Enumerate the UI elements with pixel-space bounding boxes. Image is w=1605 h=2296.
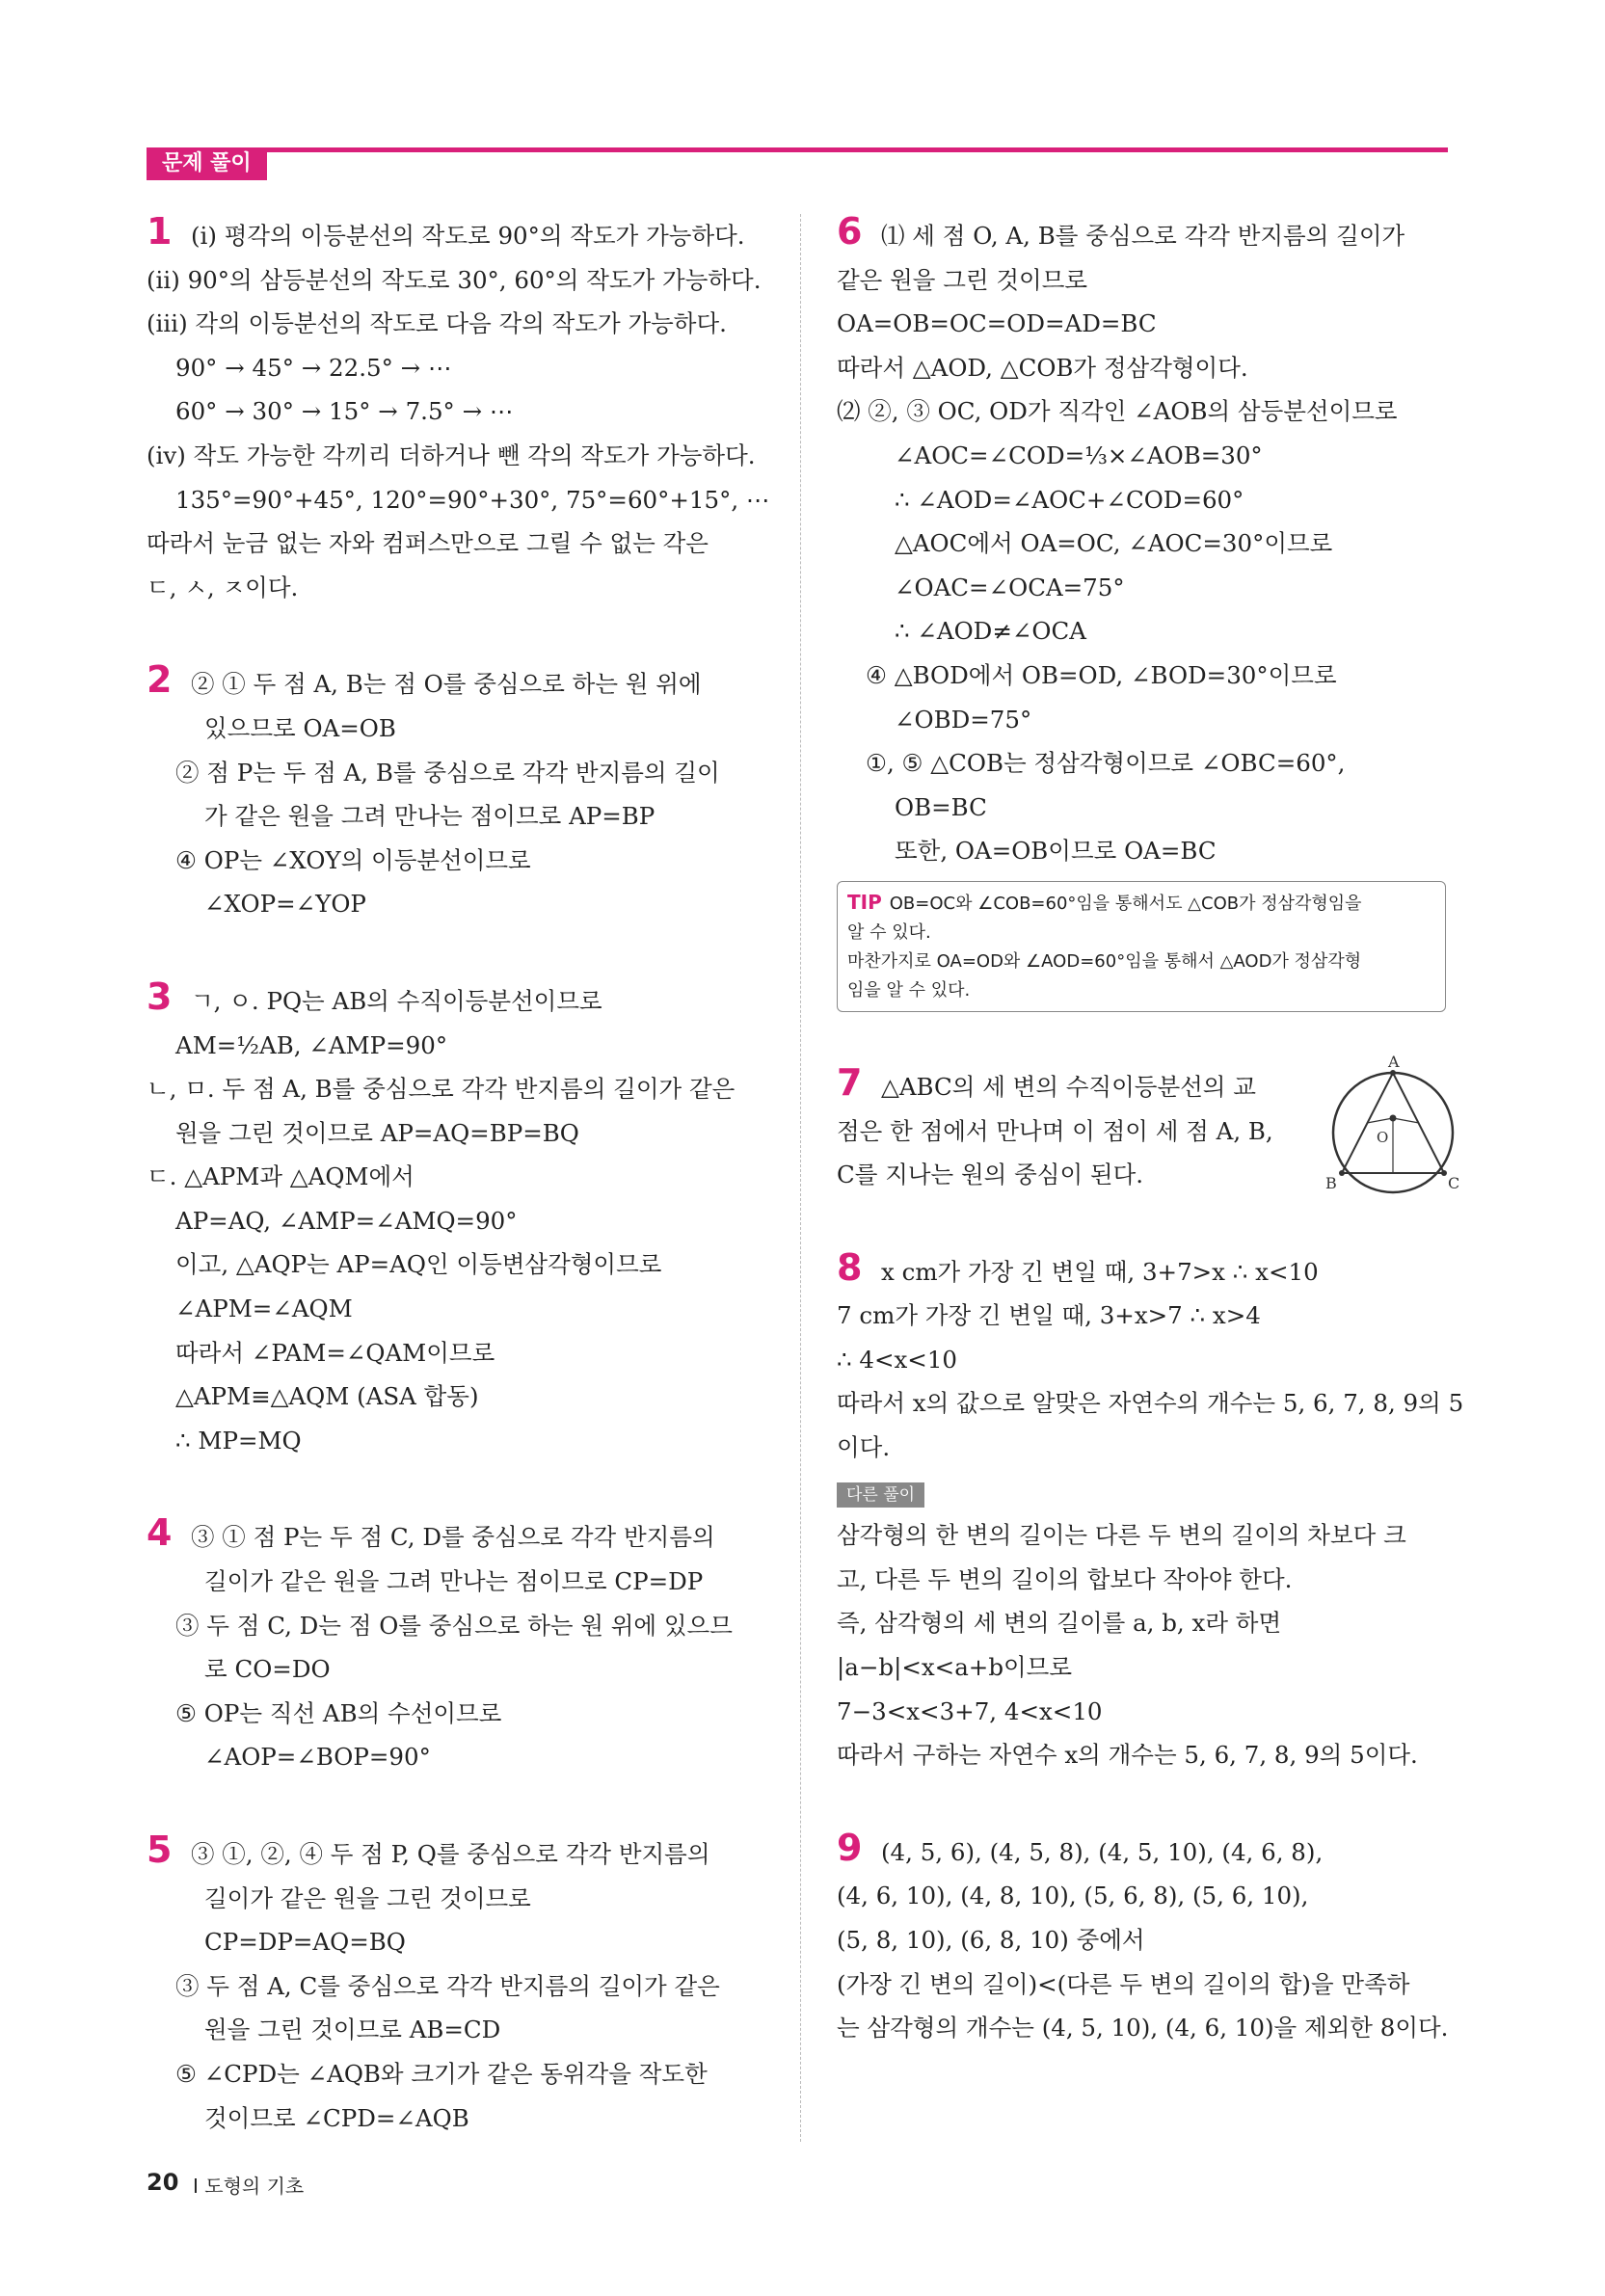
solution-line: (5, 8, 10), (6, 8, 10) 중에서: [837, 1926, 1145, 1954]
page-number: 20: [147, 2169, 179, 2196]
tip-label: TIP: [847, 890, 882, 914]
solution-line: ∴ ∠AOD≠∠OCA: [895, 617, 1086, 646]
solution-line: 따라서 △AOD, △COB가 정삼각형이다.: [837, 353, 1248, 382]
tip-line: OB=OC와 ∠COB=60°임을 통해서도 △COB가 정삼각형임을: [889, 893, 1362, 914]
solution-line: ⑴ 세 점 O, A, B를 중심으로 각각 반지름의 길이가: [881, 222, 1405, 250]
solution-line: 것이므로 ∠CPD=∠AQB: [204, 2103, 469, 2132]
solution-line: ② 점 P는 두 점 A, B를 중심으로 각각 반지름의 길이: [175, 758, 720, 787]
solution-line: 60° → 30° → 15° → 7.5° → ⋯: [175, 397, 514, 426]
solution-line: ③ 두 점 C, D는 점 O를 중심으로 하는 원 위에 있으므: [175, 1611, 733, 1640]
problem-number: 5: [147, 1829, 173, 1871]
solution-line: ①, ⑤ △COB는 정삼각형이므로 ∠OBC=60°,: [866, 749, 1346, 778]
solution-line: △AOC에서 OA=OC, ∠AOC=30°이므로: [895, 529, 1333, 558]
solution-line: ③ ① 점 P는 두 점 C, D를 중심으로 각각 반지름의: [191, 1523, 715, 1552]
solution-line: ④ OP는 ∠XOY의 이등분선이므로: [175, 845, 531, 874]
solution-line: ∠OAC=∠OCA=75°: [895, 573, 1125, 601]
solution-line: ㄷ. △APM과 △AQM에서: [147, 1162, 415, 1191]
tip-box: [837, 881, 1446, 1012]
problem-number: 2: [147, 658, 173, 702]
solution-line: CP=DP=AQ=BQ: [204, 1928, 406, 1957]
solution-line: 점은 한 점에서 만나며 이 점이 세 점 A, B,: [837, 1116, 1273, 1145]
column-divider: [800, 214, 801, 2142]
problem-number: 7: [837, 1060, 863, 1104]
problem-number: 1: [147, 210, 173, 253]
solution-line: ㄱ, ㅇ. PQ는 AB의 수직이등분선이므로: [191, 986, 602, 1015]
problem-2: [147, 658, 763, 926]
vertex-c-label: C: [1448, 1173, 1460, 1192]
solution-line: 따라서 ∠PAM=∠QAM이므로: [175, 1338, 495, 1367]
left-column: [147, 210, 770, 2140]
solution-line: ∠XOP=∠YOP: [204, 890, 366, 919]
solution-line: ㄴ, ㅁ. 두 점 A, B를 중심으로 각각 반지름의 길이가 같은: [147, 1075, 736, 1104]
problem-4: [147, 1511, 763, 1779]
problem-number: 6: [837, 210, 863, 253]
solution-line: △ABC의 세 변의 수직이등분선의 교: [881, 1072, 1256, 1101]
solution-line: 이고, △AQP는 AP=AQ인 이등변삼각형이므로: [175, 1250, 662, 1279]
problem-9: [837, 1826, 1454, 2050]
solution-line: 따라서 눈금 없는 자와 컴퍼스만으로 그릴 수 없는 각은: [147, 529, 709, 558]
solution-line: 삼각형의 한 변의 길이는 다른 두 변의 길이의 차보다 크: [837, 1521, 1406, 1550]
solution-line: C를 지나는 원의 중심이 된다.: [837, 1161, 1144, 1189]
solution-line: (4, 6, 10), (4, 8, 10), (5, 6, 8), (5, 6, 10),: [837, 1882, 1309, 1910]
solution-line: 즉, 삼각형의 세 변의 길이를 a, b, x라 하면: [837, 1609, 1282, 1638]
solution-line: ⑤ OP는 직선 AB의 수선이므로: [175, 1698, 502, 1727]
solution-line: ③ ①, ②, ④ 두 점 P, Q를 중심으로 각각 반지름의: [191, 1840, 710, 1868]
problem-7: [837, 1055, 1460, 1197]
solution-line: ∠AOP=∠BOP=90°: [204, 1743, 431, 1772]
solution-line: OA=OB=OC=OD=AD=BC: [837, 309, 1157, 338]
solution-line: 따라서 x의 값으로 알맞은 자연수의 개수는 5, 6, 7, 8, 9의 5: [837, 1389, 1464, 1418]
solution-line: ⑤ ∠CPD는 ∠AQB와 크기가 같은 동위각을 작도한: [175, 2059, 708, 2088]
problem-number: 9: [837, 1826, 863, 1869]
solution-line: (4, 5, 6), (4, 5, 8), (4, 5, 10), (4, 6, 8),: [881, 1837, 1324, 1866]
solution-line: (ⅱ) 90°의 삼등분선의 작도로 30°, 60°의 작도가 가능하다.: [147, 265, 762, 294]
vertex-a-label: A: [1388, 1055, 1400, 1071]
solution-line: 원을 그린 것이므로 AP=AQ=BP=BQ: [175, 1118, 579, 1147]
problem-5: [147, 1829, 763, 2140]
solution-line: ∴ ∠AOD=∠AOC+∠COD=60°: [895, 485, 1244, 514]
solution-line: (가장 긴 변의 길이)<(다른 두 변의 길이의 합)을 만족하: [837, 1969, 1410, 1998]
solution-line: △APM≡△AQM (ASA 합동): [175, 1382, 479, 1411]
solution-line: 고, 다른 두 변의 길이의 합보다 작아야 한다.: [837, 1564, 1293, 1593]
section-tab: 문제 풀이: [147, 147, 267, 180]
solution-line: 135°=90°+45°, 120°=90°+30°, 75°=60°+15°, ⋯: [175, 485, 770, 514]
tip-line: 마찬가지로 OA=OD와 ∠AOD=60°임을 통해서 △AOD가 정삼각형: [847, 950, 1362, 972]
tip-line: 알 수 있다.: [847, 921, 931, 943]
solution-line: AM=½AB, ∠AMP=90°: [175, 1030, 448, 1059]
alt-solution-tag: 다른 풀이: [837, 1482, 924, 1508]
solution-line: 길이가 같은 원을 그려 만나는 점이므로 CP=DP: [204, 1567, 704, 1596]
right-column: [837, 210, 1464, 2050]
solution-line: (ⅳ) 작도 가능한 각끼리 더하거나 뺀 각의 작도가 가능하다.: [147, 441, 756, 469]
solution-line: ⑵ ②, ③ OC, OD가 직각인 ∠AOB의 삼등분선이므로: [837, 397, 1398, 426]
solution-line: ㄷ, ㅅ, ㅈ이다.: [147, 573, 299, 601]
solution-line: 따라서 구하는 자연수 x의 개수는 5, 6, 7, 8, 9의 5이다.: [837, 1741, 1418, 1770]
solution-line: AP=AQ, ∠AMP=∠AMQ=90°: [175, 1206, 518, 1235]
solution-line: 같은 원을 그린 것이므로: [837, 265, 1088, 294]
solution-line: 7 cm가 가장 긴 변일 때, 3+x>7 ∴ x>4: [837, 1301, 1261, 1330]
solution-line: (ⅲ) 각의 이등분선의 작도로 다음 각의 작도가 가능하다.: [147, 309, 727, 338]
solution-line: ∠APM=∠AQM: [175, 1295, 353, 1323]
solution-line: ④ △BOD에서 OB=OD, ∠BOD=30°이므로: [866, 660, 1337, 689]
problem-number: 8: [837, 1245, 863, 1289]
solution-line: 로 CO=DO: [204, 1655, 331, 1684]
solution-line: ② ① 두 점 A, B는 점 O를 중심으로 하는 원 위에: [191, 670, 702, 699]
problem-8: [837, 1245, 1464, 1777]
solution-line: 7−3<x<3+7, 4<x<10: [837, 1696, 1103, 1725]
solution-line: OB=BC: [895, 792, 987, 821]
solution-line: 90° → 45° → 22.5° → ⋯: [175, 353, 452, 382]
solution-line: ③ 두 점 A, C를 중심으로 각각 반지름의 길이가 같은: [175, 1971, 720, 2000]
header-rule: [147, 147, 1448, 152]
solution-line: 이다.: [837, 1433, 891, 1462]
circumcircle-figure: [1321, 1055, 1465, 1200]
solution-line: 있으므로 OA=OB: [204, 713, 396, 742]
solution-line: ∴ MP=MQ: [175, 1426, 302, 1455]
problem-number: 3: [147, 974, 173, 1018]
problem-3: [147, 974, 763, 1463]
problem-1: [147, 210, 770, 609]
solution-line: |a−b|<x<a+b이므로: [837, 1653, 1073, 1682]
solution-line: 길이가 같은 원을 그린 것이므로: [204, 1883, 531, 1912]
vertex-b-label: B: [1325, 1173, 1337, 1192]
problem-number: 4: [147, 1511, 173, 1555]
chapter-title: Ⅰ 도형의 기초: [193, 2175, 305, 2198]
solution-line: x cm가 가장 긴 변일 때, 3+7>x ∴ x<10: [881, 1257, 1319, 1286]
solution-line: (ⅰ) 평각의 이등분선의 작도로 90°의 작도가 가능하다.: [191, 222, 745, 250]
center-o-label: O: [1377, 1128, 1389, 1146]
solution-line: ∴ 4<x<10: [837, 1345, 958, 1374]
problem-6: [837, 210, 1454, 1012]
solution-line: ∠OBD=75°: [895, 705, 1032, 734]
solution-line: 원을 그린 것이므로 AB=CD: [204, 2016, 501, 2044]
tip-line: 임을 알 수 있다.: [847, 979, 971, 1001]
solution-line: 는 삼각형의 개수는 (4, 5, 10), (4, 6, 10)을 제외한 8이다.: [837, 2014, 1449, 2042]
solution-line: 또한, OA=OB이므로 OA=BC: [895, 837, 1217, 866]
solution-line: 가 같은 원을 그려 만나는 점이므로 AP=BP: [204, 802, 655, 831]
solution-line: ∠AOC=∠COD=⅓×∠AOB=30°: [895, 441, 1263, 469]
